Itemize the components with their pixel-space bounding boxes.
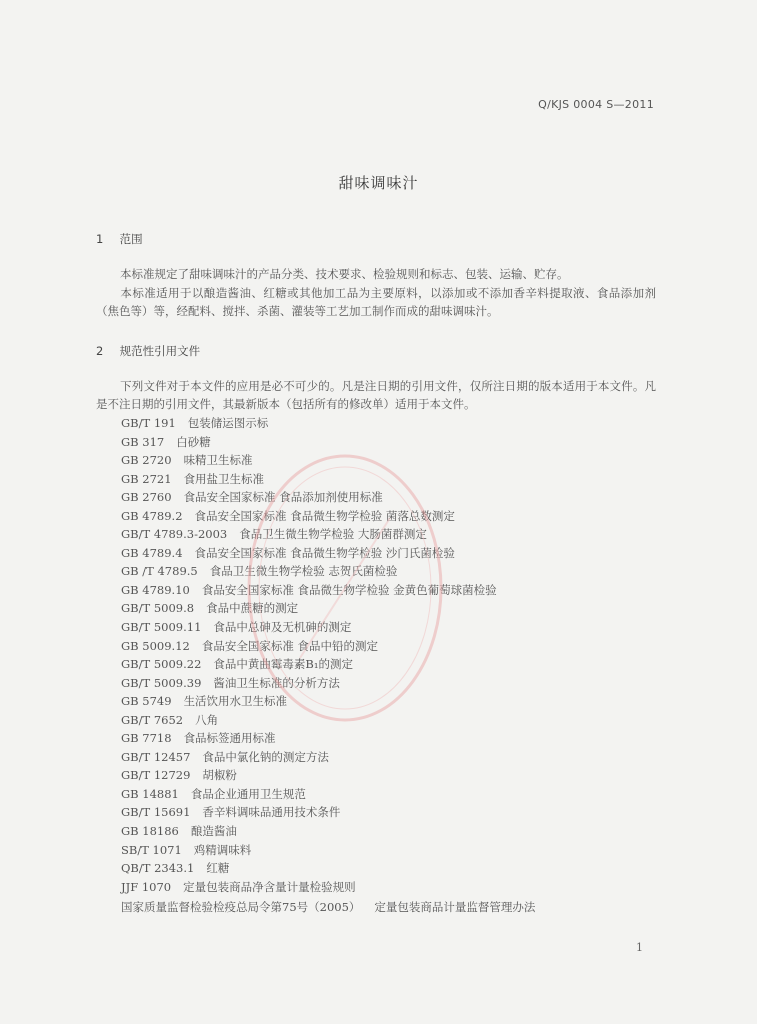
reference-item (121, 803, 497, 822)
reference-item (121, 841, 497, 860)
reference-code: GB/T 5009.8 (121, 601, 195, 616)
reference-item (121, 859, 497, 878)
reference-code: GB /T 4789.5 (121, 564, 198, 579)
reference-code: GB 2760 (121, 490, 172, 505)
reference-code: GB 2721 (121, 471, 172, 486)
reference-code: GB/T 4789.3-2003 (121, 527, 228, 542)
reference-code: SB/T 1071 (121, 842, 182, 857)
reference-item (121, 692, 497, 711)
section-2-intro-text: 下列文件对于本文件的应用是必不可少的。凡是注日期的引用文件，仅所注日期的版本适用于本文件。凡是不注日期的引用文件，其最新版本（包括所有的修改单）适用于本文件。 (96, 379, 656, 411)
reference-title: 鸡精调味料 (193, 842, 252, 857)
reference-list (121, 414, 497, 896)
reference-item (121, 711, 497, 730)
section-2-intro (96, 377, 656, 413)
section-1-number: 1 (96, 232, 104, 246)
reference-code: GB/T 12729 (121, 768, 191, 783)
reference-code: GB/T 12457 (121, 749, 191, 764)
reference-item (121, 488, 497, 507)
reference-title: 白砂糖 (176, 434, 211, 449)
reference-item (121, 599, 497, 618)
reference-code: JJF 1070 (121, 879, 172, 894)
reference-item (121, 674, 497, 693)
reference-item (121, 878, 497, 897)
section-2-heading (96, 343, 200, 359)
reference-title: 食品安全国家标准 食品添加剂使用标准 (183, 490, 383, 505)
reference-title: 酱油卫生标准的分析方法 (213, 675, 340, 690)
reference-title: 红糖 (206, 861, 230, 876)
reference-item (121, 562, 497, 581)
reference-title: 食品安全国家标准 食品中铅的测定 (201, 638, 379, 653)
reference-code: GB/T 191 (121, 416, 176, 430)
reference-code: GB 4789.4 (121, 545, 183, 560)
reference-title: 食品标签通用标准 (183, 731, 276, 746)
reference-title: 香辛料调味品通用技术条件 (202, 805, 341, 820)
reference-item (121, 470, 497, 489)
reference-title: 食品中黄曲霉毒素B₁的测定 (213, 657, 353, 672)
reference-code: GB/T 5009.11 (121, 620, 202, 635)
reference-item (121, 525, 497, 544)
reference-code: GB/T 15691 (121, 805, 191, 820)
reference-item (121, 507, 497, 526)
reference-title: 食品企业通用卫生规范 (190, 786, 306, 801)
reference-code: QB/T 2343.1 (121, 861, 195, 876)
reference-item (121, 766, 497, 785)
reference-title: 食品卫生微生物学检验 志贺氏菌检验 (209, 564, 398, 579)
reference-item (121, 655, 497, 674)
section-1-para-1-text: 本标准规定了甜味调味汁的产品分类、技术要求、检验规则和标志、包装、运输、贮存。 (120, 267, 569, 281)
reference-title: 食品安全国家标准 食品微生物学检验 菌落总数测定 (194, 508, 455, 523)
reference-code: GB/T 5009.39 (121, 675, 202, 690)
reference-title: 食品安全国家标准 食品微生物学检验 沙门氏菌检验 (194, 545, 455, 560)
reference-title: 酿造酱油 (190, 824, 237, 839)
reference-title: 定量包装商品净含量计量检验规则 (183, 879, 356, 894)
reference-code: GB 7718 (121, 731, 172, 746)
reference-code: GB 2720 (121, 453, 172, 468)
reference-item (121, 618, 497, 637)
reference-title: 胡椒粉 (202, 768, 237, 783)
reference-title: 食品中蔗糖的测定 (206, 601, 299, 616)
reference-title: 食品中总砷及无机砷的测定 (213, 620, 352, 635)
reference-title: 生活饮用水卫生标准 (183, 694, 288, 709)
reference-item (121, 414, 497, 433)
reference-item (121, 433, 497, 452)
section-1-para-1 (96, 265, 656, 283)
document-title: 甜味调味汁 (338, 174, 419, 192)
reference-authority (121, 899, 535, 915)
section-2-number: 2 (96, 344, 104, 358)
reference-item (121, 581, 497, 600)
reference-title: 食品中氯化钠的测定方法 (202, 749, 329, 764)
section-1-title: 范围 (119, 232, 143, 246)
reference-item (121, 748, 497, 767)
document-code: Q/KJS 0004 S—2011 (538, 98, 654, 111)
reference-code: GB 317 (121, 434, 165, 449)
reference-item (121, 785, 497, 804)
reference-code: GB 5009.12 (121, 638, 190, 653)
reference-code: GB 5749 (121, 694, 172, 709)
reference-code: GB 4789.2 (121, 508, 183, 523)
section-1-para-2-text: 本标准适用于以酿造酱油、红糖或其他加工品为主要原料，以添加或不添加香辛料提取液、食品添加剂（焦色等）等，经配料、搅拌、杀菌、灌装等工艺加工制作而成的甜味调味汁。 (96, 286, 656, 318)
reference-title: 定量包装商品计量监督管理办法 (374, 900, 536, 914)
reference-item (121, 729, 497, 748)
reference-item (121, 451, 497, 470)
reference-title: 食用盐卫生标准 (183, 471, 265, 486)
reference-code: GB/T 5009.22 (121, 657, 202, 672)
reference-code: GB 18186 (121, 824, 179, 839)
reference-code: GB 4789.10 (121, 582, 190, 597)
reference-title: 食品卫生微生物学检验 大肠菌群测定 (239, 527, 427, 542)
reference-title: 包装储运图示标 (187, 416, 269, 430)
section-1-para-2 (96, 284, 656, 320)
reference-item (121, 637, 497, 656)
reference-title: 食品安全国家标准 食品微生物学检验 金黄色葡萄球菌检验 (201, 582, 497, 597)
reference-title: 味精卫生标准 (183, 453, 253, 468)
reference-code: 国家质量监督检验检疫总局令第75号（2005） (121, 900, 361, 914)
section-2-title: 规范性引用文件 (119, 344, 201, 358)
section-1-heading (96, 231, 143, 247)
reference-code: GB 14881 (121, 786, 179, 801)
reference-code: GB/T 7652 (121, 712, 184, 727)
reference-title: 八角 (195, 712, 219, 727)
reference-item (121, 544, 497, 563)
page-number: 1 (636, 941, 643, 954)
reference-item (121, 822, 497, 841)
